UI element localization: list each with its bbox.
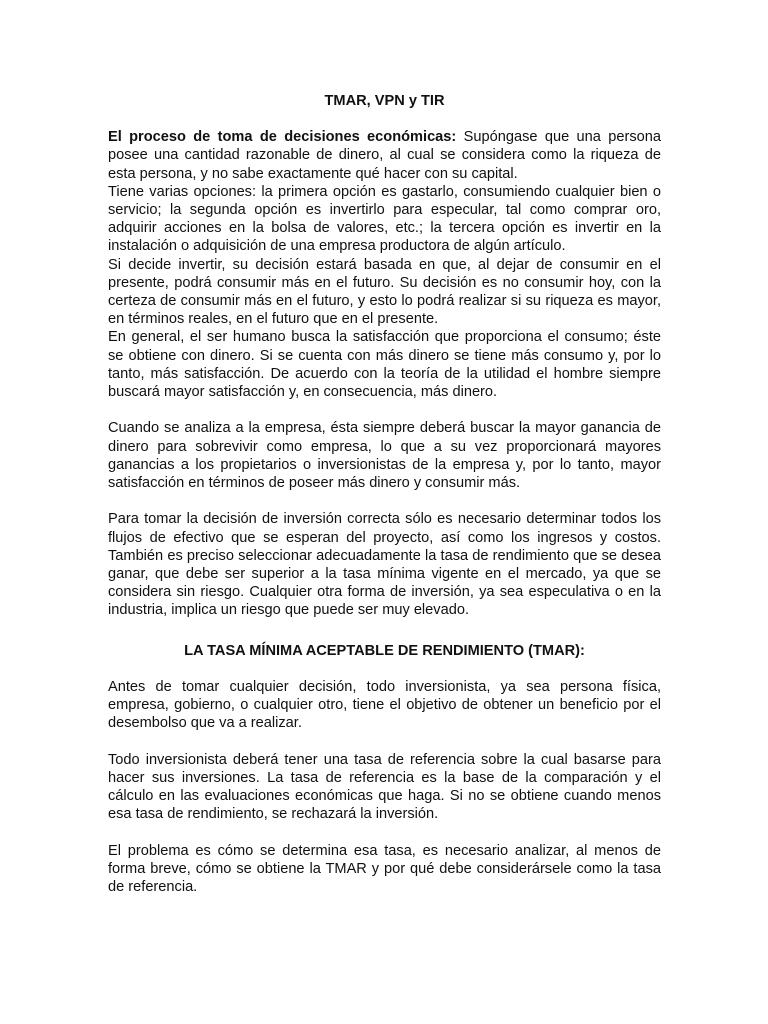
paragraph-invest-decision: Si decide invertir, su decisión estará basada en que, al dejar de consumir en el presente, podrá consumir más en el futuro. Su decisión es no consumir hoy, con la certeza de consumir más en el futuro, y esto lo podrá realizar si su riqueza es mayor, en términos reales, en el futuro que en el presente. [108, 256, 661, 328]
paragraph-cash-flows: Para tomar la decisión de inversión correcta sólo es necesario determinar todos los flujos de efectivo que se esperan del proyecto, así como los ingresos y costos. También es preciso seleccionar adecuadamente la tasa de rendimiento que se desea ganar, que debe ser superior a la tasa mínima vigente en el mercado, ya que se considera sin riesgo. Cualquier otra forma de inversión, ya sea especulativa o en la industria, implica un riesgo que puede ser muy elevado. [108, 511, 661, 619]
intro-paragraph [108, 128, 661, 183]
paragraph-spacer [108, 401, 661, 419]
paragraph-spacer [108, 732, 661, 750]
section-title-tmar: LA TASA MÍNIMA ACEPTABLE DE RENDIMIENTO (TMAR): [184, 642, 585, 659]
paragraph-spacer [108, 823, 661, 841]
intro-lead-heading: El proceso de toma de decisiones económicas: [108, 129, 457, 146]
paragraph-company: Cuando se analiza a la empresa, ésta siempre deberá buscar la mayor ganancia de dinero para sobrevivir como empresa, lo que a su vez proporcionará mayores ganancias a los propietarios o inversionistas de la empresa y, por lo tanto, mayor satisfacción en términos de poseer más dinero y consumir más. [108, 420, 661, 492]
paragraph-satisfaction: En general, el ser humano busca la satisfacción que proporciona el consumo; éste se obtiene con dinero. Si se cuenta con más dinero se tiene más consumo y, por lo tanto, más satisfacción. De acuerdo con la teoría de la utilidad el hombre siempre buscará mayor satisfacción y, en consecuencia, más dinero. [108, 329, 661, 401]
document-title: TMAR, VPN y TIR [324, 93, 445, 109]
paragraph-spacer [108, 492, 661, 510]
document-page [108, 92, 661, 896]
intro-paragraph-text: Supóngase que una persona posee una cantidad razonable de dinero, al cual se considera como la riqueza de esta persona, y no sabe exactamente qué hacer con su capital. [108, 129, 661, 182]
paragraph-problem: El problema es cómo se determina esa tasa, es necesario analizar, al menos de forma breve, cómo se obtiene la TMAR y por qué debe considerársele como la tasa de referencia. [108, 842, 661, 896]
paragraph-reference-rate: Todo inversionista deberá tener una tasa de referencia sobre la cual basarse para hacer sus inversiones. La tasa de referencia es la base de la comparación y el cálculo en las evaluaciones económicas que haga. Si no se obtiene cuando menos esa tasa de rendimiento, se rechazará la inversión. [108, 751, 661, 823]
paragraph-investor-objective: Antes de tomar cualquier decisión, todo inversionista, ya sea persona física, empresa, gobierno, o cualquier otro, tiene el objetivo de obtener un beneficio por el desembolso que va a realizar. [108, 678, 661, 732]
paragraph-options: Tiene varias opciones: la primera opción es gastarlo, consumiendo cualquier bien o servicio; la segunda opción es invertirlo para especular, tal como comprar oro, adquirir acciones en la bolsa de valores, etc.; la tercera opción es invertir en la instalación o adquisición de una empresa productora de algún artículo. [108, 183, 661, 255]
